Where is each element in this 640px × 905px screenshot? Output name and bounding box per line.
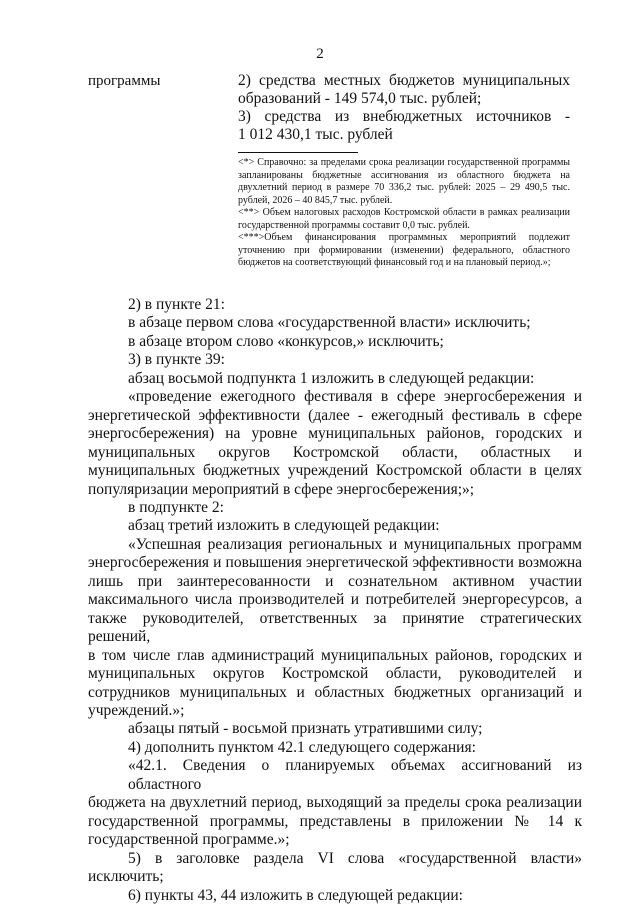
paragraph-line: также руководителей, ответственных за принятие стратегических решений, <box>88 609 582 646</box>
paragraph-line: «проведение ежегодного фестиваля в сфере энергосбережения и <box>128 388 582 406</box>
paragraph-line: 5) в заголовке раздела VI слова «государственной власти» <box>128 849 582 867</box>
paragraph <box>88 887 582 905</box>
paragraph-line: государственной программы, представлены в приложении № 14 к <box>88 812 582 830</box>
amendment-text <box>88 296 582 905</box>
footnote: <*> Справочно: за пределами срока реализации государственной программы запланированы бюджетные ассигнования из областного бюджета на двухлетний период в размере 70 336,2 тыс. рублей: 2025 – 29 490,5 тыс. рублей, 2026 – 40 845,7 тыс. рублей. <box>238 157 570 206</box>
paragraph-line: исключить; <box>88 868 164 886</box>
paragraph-line: государственной программе.»; <box>88 831 290 849</box>
funding-line: 3) средства из внебюджетных источников - <box>238 108 570 125</box>
paragraph-line: абзац восьмой подпункта 1 изложить в следующей редакции: <box>128 369 535 387</box>
paragraph-line: энергосбережения и повышения энергетической эффективности возможна <box>88 554 582 572</box>
page-number: 2 <box>316 46 324 62</box>
paragraph-line: муниципальных округов Костромской области, областных и <box>88 443 582 461</box>
table-row-content <box>238 72 570 144</box>
paragraph-line: «42.1. Сведения о планируемых объемах ассигнований из областного <box>128 757 582 793</box>
paragraph <box>88 314 582 332</box>
footnote: <***>Объем финансирования программных мероприятий подлежит уточнению при формировании (изменении) федерального, областного бюджетов на соответствующий финансовый год и на плановый период.»; <box>238 232 570 268</box>
paragraph <box>88 388 582 499</box>
paragraph-line: сотрудников муниципальных и областных бюджетных организаций и <box>88 683 582 701</box>
paragraph-line: 4) дополнить пунктом 42.1 следующего содержания: <box>128 738 476 756</box>
paragraph <box>88 850 582 887</box>
paragraph <box>88 517 582 535</box>
paragraph-line: муниципальных бюджетных учреждений Костромской области в целях <box>88 462 582 480</box>
paragraph-line: 3) в пункте 39: <box>128 351 225 369</box>
paragraph-line: максимального числа производителей и потребителей энергоресурсов, а <box>88 591 582 609</box>
paragraph <box>88 370 582 388</box>
paragraph-line: энергетической эффективности (далее - ежегодный фестиваль в сфере <box>88 406 582 424</box>
paragraph-line: бюджета на двухлетний период, выходящий за пределы срока реализации <box>88 794 582 812</box>
paragraph-line: в том числе глав администраций муниципальных районов, городских и <box>88 646 582 664</box>
funding-line: 1 012 430,1 тыс. рублей <box>238 126 393 143</box>
paragraph-line: «Успешная реализация региональных и муниципальных программ <box>128 535 582 553</box>
funding-line: 2) средства местных бюджетов муниципальных <box>238 72 570 89</box>
paragraph-line: в абзаце первом слова «государственной власти» исключить; <box>128 314 531 332</box>
paragraph <box>88 333 582 351</box>
paragraph-line: популяризации мероприятий в сфере энергосбережения;»; <box>88 480 475 498</box>
paragraph-line: лишь при заинтересованности и сознательном активном участии <box>88 572 582 590</box>
paragraph-line: энергосбережения) на уровне муниципальных районов, городских и <box>88 425 582 443</box>
funding-line: образований - 149 574,0 тыс. рублей; <box>238 90 482 107</box>
footnotes <box>238 157 570 270</box>
paragraph <box>88 739 582 757</box>
paragraph-line: 2) в пункте 21: <box>128 296 225 313</box>
paragraph-line: 6) пункты 43, 44 изложить в следующей редакции: <box>128 886 463 904</box>
paragraph-line: в подпункте 2: <box>128 498 224 516</box>
paragraph-line: муниципальных округов Костромской области, руководителей и <box>88 665 582 683</box>
footnote: <**> Объем налоговых расходов Костромской области в рамках реализации государственной программы составит 0,0 тыс. рублей. <box>238 207 570 231</box>
paragraph <box>88 296 582 314</box>
paragraph-line: абзац третий изложить в следующей редакции: <box>128 517 440 535</box>
paragraph <box>88 536 582 721</box>
table-row-label: программы <box>88 73 161 89</box>
paragraph <box>88 757 582 849</box>
paragraph <box>88 499 582 517</box>
footnote-divider <box>238 152 358 153</box>
paragraph-line: в абзаце втором слово «конкурсов,» исключить; <box>128 332 444 350</box>
paragraph <box>88 720 582 738</box>
paragraph-line: учреждений.»; <box>88 701 185 719</box>
paragraph-line: абзацы пятый - восьмой признать утратившими силу; <box>128 720 483 738</box>
paragraph <box>88 351 582 369</box>
